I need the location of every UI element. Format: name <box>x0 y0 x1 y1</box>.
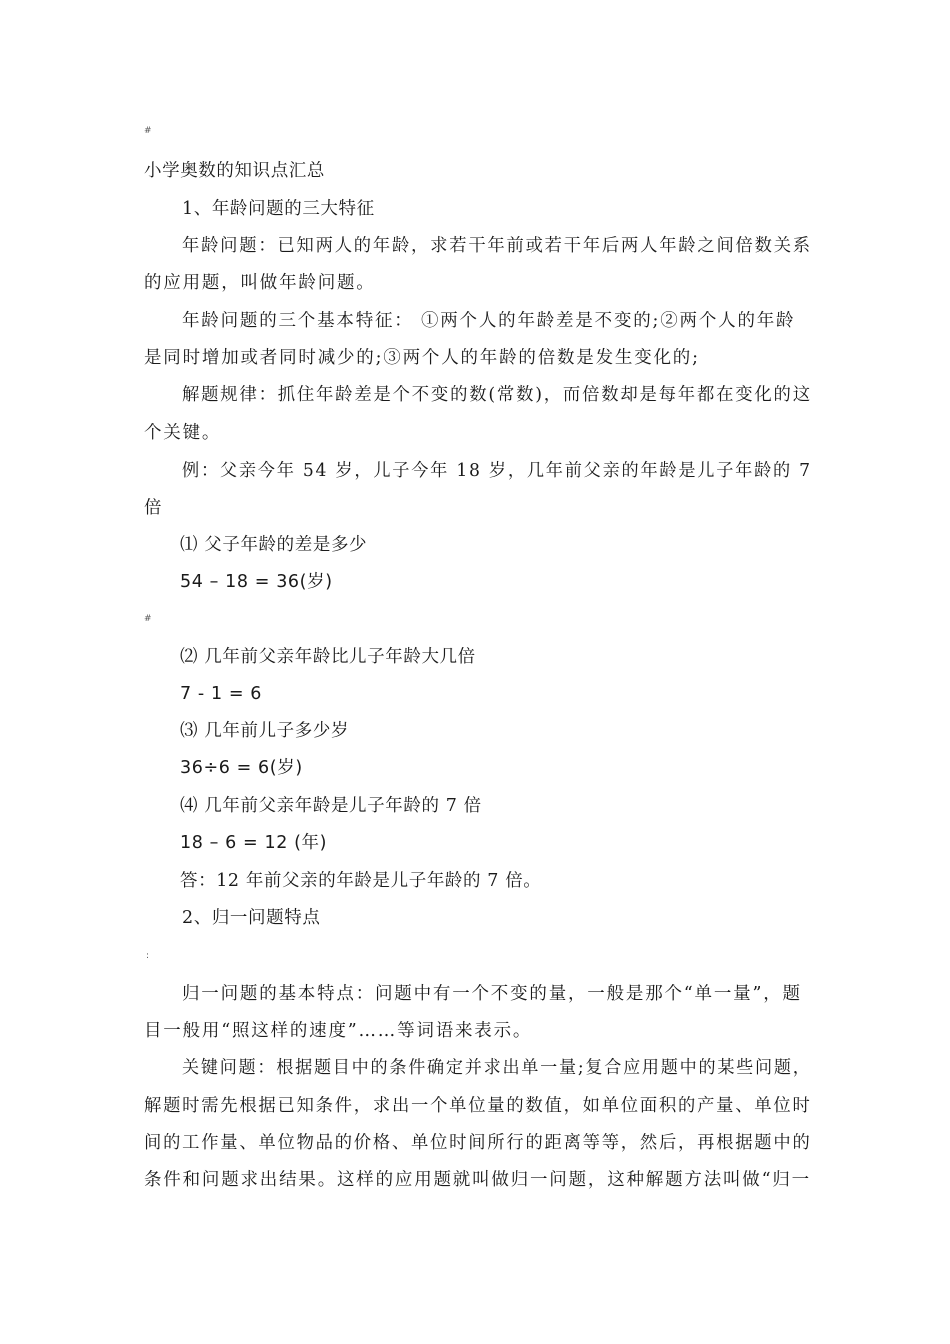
page-mark: # <box>144 614 152 624</box>
section1-answer: 答：12 年前父亲的年龄是儿子年龄的 7 倍。 <box>180 871 542 891</box>
section2-features-line1: 归一问题的基本特点：问题中有一个不变的量，一般是那个“单一量”，题 <box>182 984 802 1004</box>
section2-key-line3: 间的工作量、单位物品的价格、单位时间所行的距离等等，然后，再根据题中的 <box>144 1133 812 1153</box>
section2-features-line2: 目一般用“照这样的速度”……等词语来表示。 <box>144 1021 533 1041</box>
page-mark: : <box>146 951 150 961</box>
section2-key-line4: 条件和问题求出结果。这样的应用题就叫做归一问题，这种解题方法叫做“归一 <box>144 1170 811 1190</box>
section1-features-line1: 年龄问题的三个基本特征： ①两个人的年龄差是不变的;②两个人的年龄 <box>182 311 796 331</box>
document-title: 小学奥数的知识点汇总 <box>144 161 325 181</box>
section1-heading: 1、年龄问题的三大特征 <box>182 199 375 219</box>
step3-answer: 36÷6 = 6(岁) <box>180 758 303 778</box>
section2-key-line2: 解题时需先根据已知条件，求出一个单位量的数值，如单位面积的产量、单位时 <box>144 1096 812 1116</box>
section1-features-line2: 是同时增加或者同时减少的;③两个人的年龄的倍数是发生变化的; <box>144 348 700 368</box>
step4-answer: 18 – 6 = 12 (年) <box>180 833 328 853</box>
section2-heading: 2、归一问题特点 <box>182 908 321 928</box>
section1-definition-line2: 的应用题，叫做年龄问题。 <box>144 273 376 293</box>
step1-question: ⑴ 父子年龄的差是多少 <box>180 535 368 555</box>
step3-question: ⑶ 几年前儿子多少岁 <box>180 721 350 741</box>
section1-rule-line1: 解题规律：抓住年龄差是个不变的数(常数)，而倍数却是每年都在变化的这 <box>182 385 812 405</box>
section1-example-line1: 例：父亲今年 54 岁，儿子今年 18 岁，几年前父亲的年龄是儿子年龄的 7 <box>182 461 812 481</box>
section1-example-line2: 倍 <box>144 498 163 518</box>
step2-answer: 7 - 1 = 6 <box>180 684 263 704</box>
page-mark: # <box>144 126 152 136</box>
step4-question: ⑷ 几年前父亲年龄是儿子年龄的 7 倍 <box>180 796 482 816</box>
section2-key-line1: 关键问题：根据题目中的条件确定并求出单一量;复合应用题中的某些问题， <box>182 1058 812 1078</box>
step1-answer: 54 – 18 = 36(岁) <box>180 572 333 592</box>
section1-definition-line1: 年龄问题：已知两人的年龄，求若干年前或若干年后两人年龄之间倍数关系 <box>182 236 812 256</box>
step2-question: ⑵ 几年前父亲年龄比儿子年龄大几倍 <box>180 647 476 667</box>
section1-rule-line2: 个关键。 <box>144 423 222 443</box>
